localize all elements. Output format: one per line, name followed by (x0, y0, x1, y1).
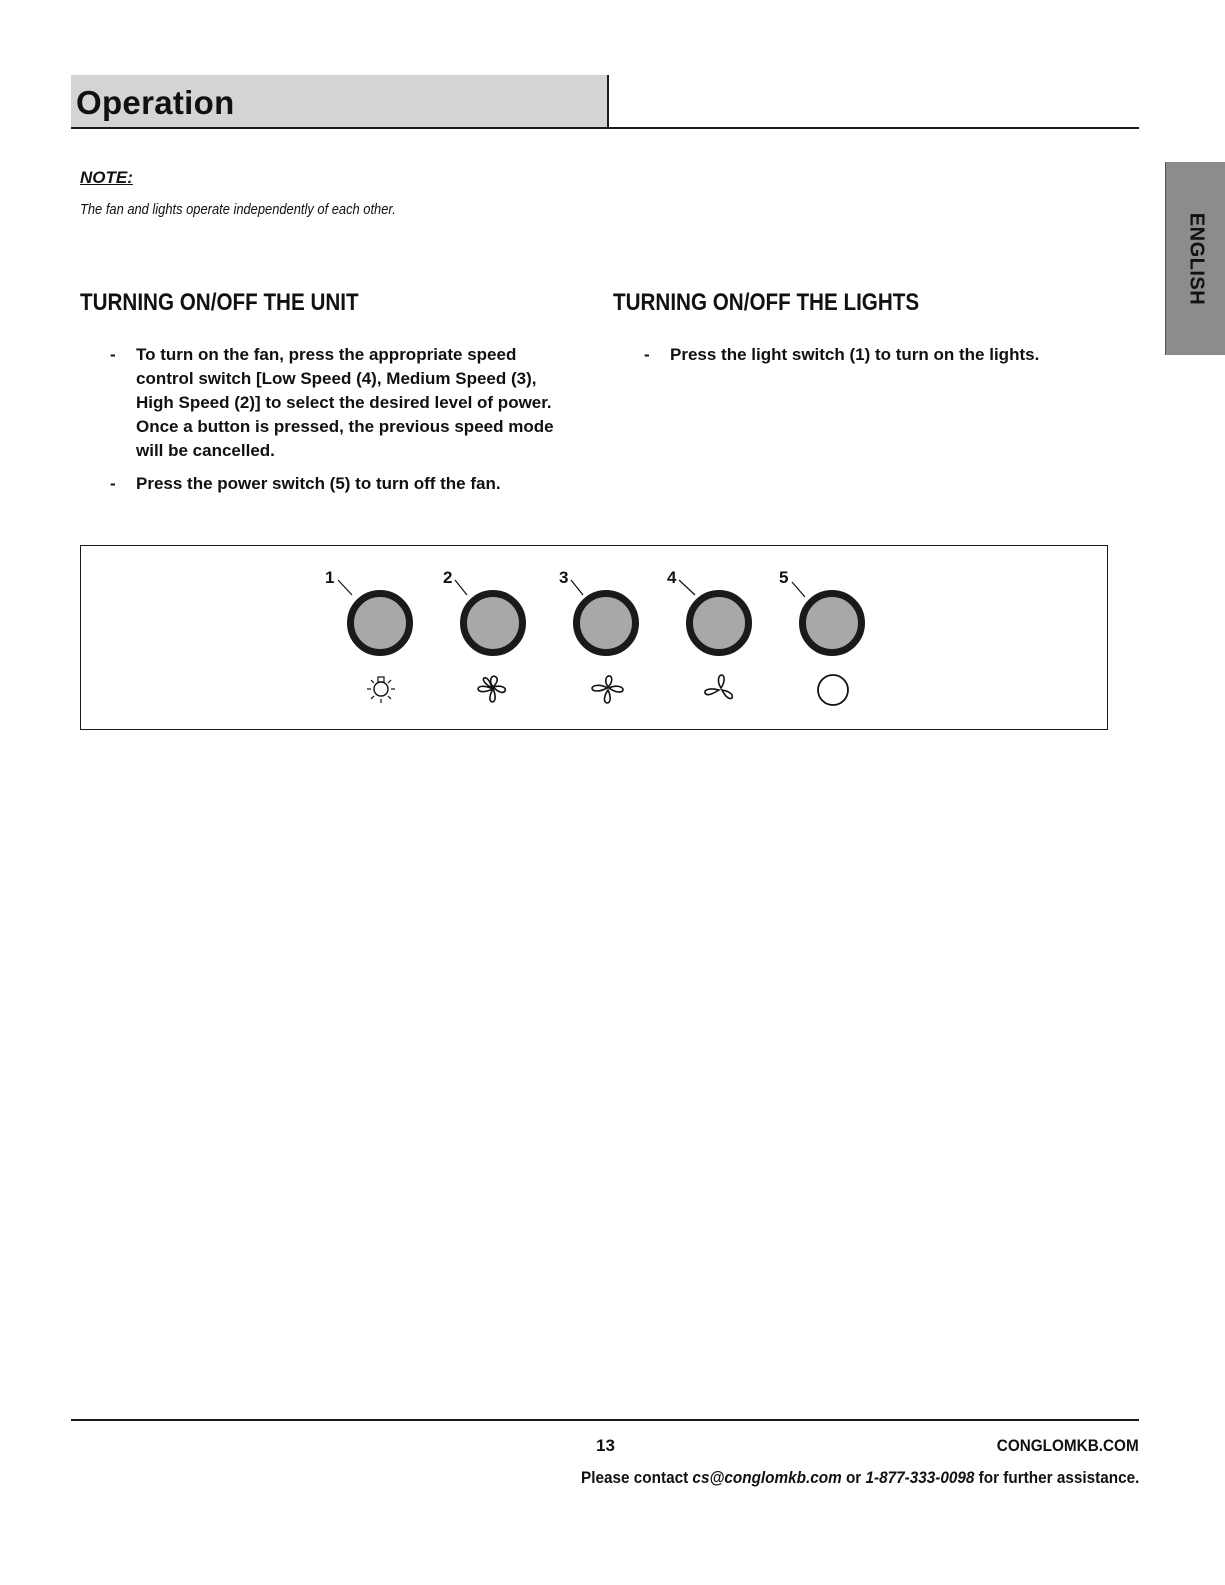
website-link[interactable]: CONGLOMKB.COM (997, 1436, 1139, 1455)
contact-suffix: for further assistance. (974, 1468, 1139, 1487)
button-number: 3 (559, 568, 569, 587)
lights-section-title: TURNING ON/OFF THE LIGHTS (613, 289, 920, 316)
fan-low-speed-icon (701, 672, 739, 706)
fan-high-speed-icon (474, 672, 512, 706)
list-item: - To turn on the fan, press the appropriate speed control switch [Low Speed (4), Medium Speed (3), High Speed (2)] to select the desired level of power. Once a button is pressed, the previous speed mode will be cancelled. (110, 343, 570, 463)
email-link[interactable]: cs@conglomkb.com (692, 1468, 842, 1487)
list-item: - Press the light switch (1) to turn on the lights. (644, 343, 1114, 367)
footer-divider (71, 1419, 1139, 1421)
language-tab (1165, 162, 1225, 355)
control-panel-diagram (80, 545, 1108, 730)
unit-instructions-list (110, 343, 570, 505)
button-number: 4 (667, 568, 677, 587)
button-knob (799, 590, 865, 656)
button-number: 1 (325, 568, 335, 587)
button-knob (460, 590, 526, 656)
page-title: Operation (76, 84, 235, 121)
list-item: - Press the power switch (5) to turn off the fan. (110, 472, 570, 496)
language-tab-label: ENGLISH (1185, 212, 1208, 305)
contact-or: or (841, 1468, 866, 1487)
section-header-fill (71, 75, 609, 127)
button-knob (347, 590, 413, 656)
control-button-4 (667, 546, 757, 726)
section-header (71, 75, 1139, 129)
button-number: 5 (779, 568, 789, 587)
page-number: 13 (596, 1436, 615, 1455)
contact-line (581, 1468, 1139, 1488)
phone-number[interactable]: 1-877-333-0098 (865, 1468, 975, 1487)
control-button-1 (325, 546, 415, 726)
note-text: The fan and lights operate independently of each other. (80, 201, 396, 218)
lights-instructions-list (644, 343, 1114, 376)
light-bulb-icon (365, 672, 397, 704)
unit-section-title: TURNING ON/OFF THE UNIT (80, 289, 359, 316)
note-label: NOTE: (80, 168, 133, 187)
control-button-3 (558, 546, 648, 726)
control-button-5 (777, 546, 867, 726)
fan-medium-speed-icon (588, 672, 628, 706)
button-knob (573, 590, 639, 656)
button-number: 2 (443, 568, 453, 587)
contact-prefix: Please contact (580, 1468, 693, 1487)
button-knob (686, 590, 752, 656)
power-off-icon (815, 672, 851, 708)
control-button-2 (441, 546, 531, 726)
